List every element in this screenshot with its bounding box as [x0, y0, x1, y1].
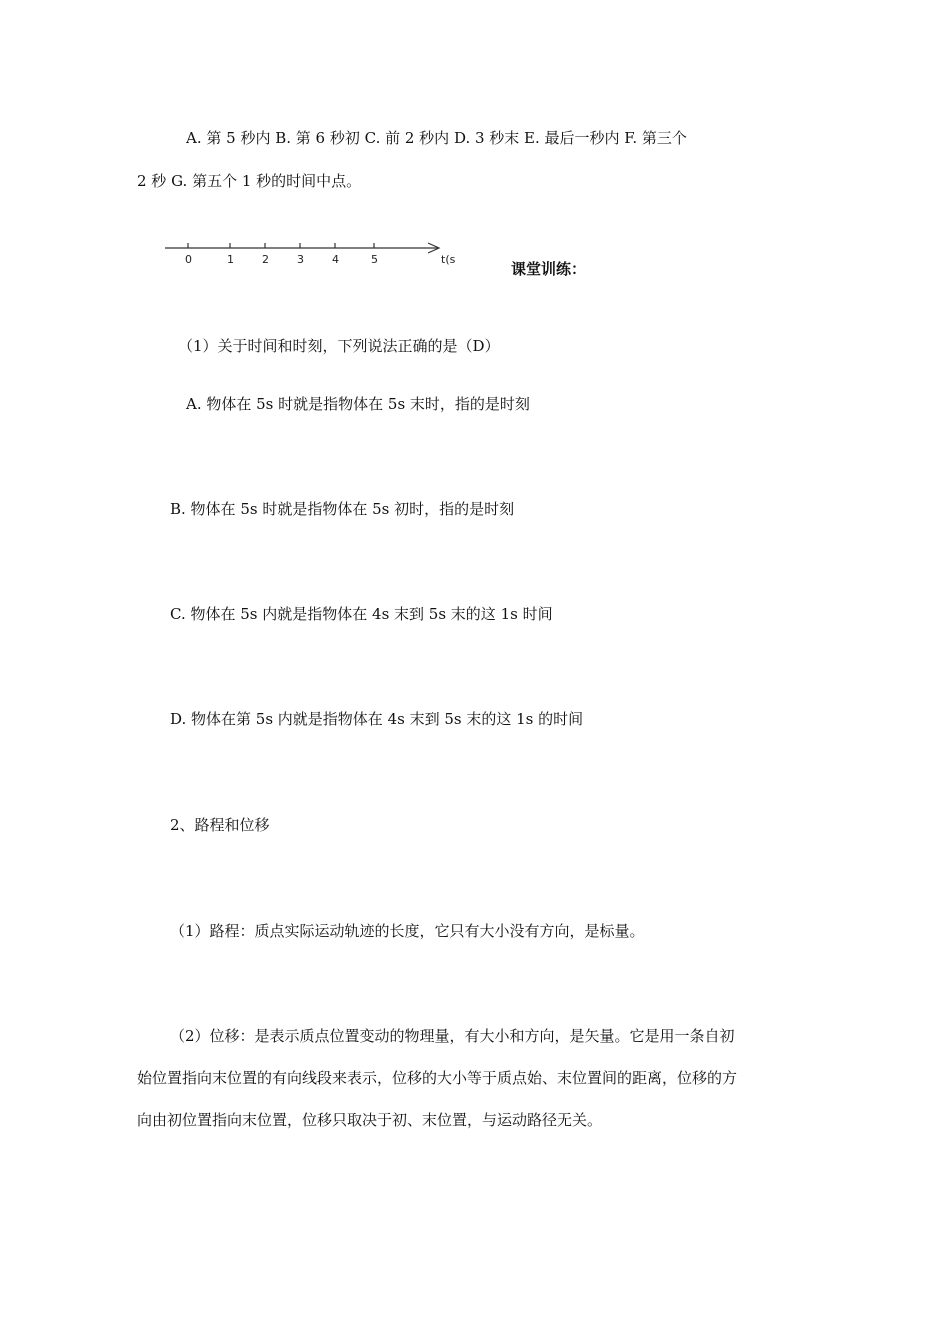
timeline-tick-label: 5 [371, 253, 378, 266]
timeline-figure [160, 236, 460, 272]
displacement-line-3: 向由初位置指向末位置，位移只取决于初、末位置，与运动路径无关。 [137, 1111, 603, 1129]
options-line-2: 2 秒 G. 第五个 1 秒的时间中点。 [137, 172, 362, 190]
section-2-heading: 2、路程和位移 [170, 816, 270, 834]
timeline-tick-label: 4 [332, 253, 339, 266]
timeline-axis-label: t(s [441, 253, 456, 266]
displacement-line-2: 始位置指向末位置的有向线段来表示，位移的大小等于质点始、末位置间的距离，位移的方 [137, 1069, 738, 1087]
question-1-choice-b: B. 物体在 5s 时就是指物体在 5s 初时，指的是时刻 [170, 500, 515, 518]
timeline-tick-label: 0 [185, 253, 192, 266]
question-1-choice-a: A. 物体在 5s 时就是指物体在 5s 末时，指的是时刻 [186, 395, 530, 413]
options-line-1: A. 第 5 秒内 B. 第 6 秒初 C. 前 2 秒内 D. 3 秒末 E. 最后一秒内 F. 第三个 [186, 129, 687, 147]
timeline-tick-label: 3 [297, 253, 304, 266]
question-1-stem: （1）关于时间和时刻，下列说法正确的是（D） [178, 337, 500, 355]
question-1-choice-c: C. 物体在 5s 内就是指物体在 4s 末到 5s 末的这 1s 时间 [170, 605, 553, 623]
practice-heading: 课堂训练： [511, 260, 587, 278]
timeline-tick-label: 1 [227, 253, 234, 266]
question-1-choice-d: D. 物体在第 5s 内就是指物体在 4s 末到 5s 末的这 1s 的时间 [170, 710, 584, 728]
path-definition: （1）路程：质点实际运动轨迹的长度，它只有大小没有方向，是标量。 [170, 922, 645, 940]
displacement-line-1: （2）位移：是表示质点位置变动的物理量，有大小和方向，是矢量。它是用一条自初 [170, 1027, 735, 1045]
timeline-tick-label: 2 [262, 253, 269, 266]
